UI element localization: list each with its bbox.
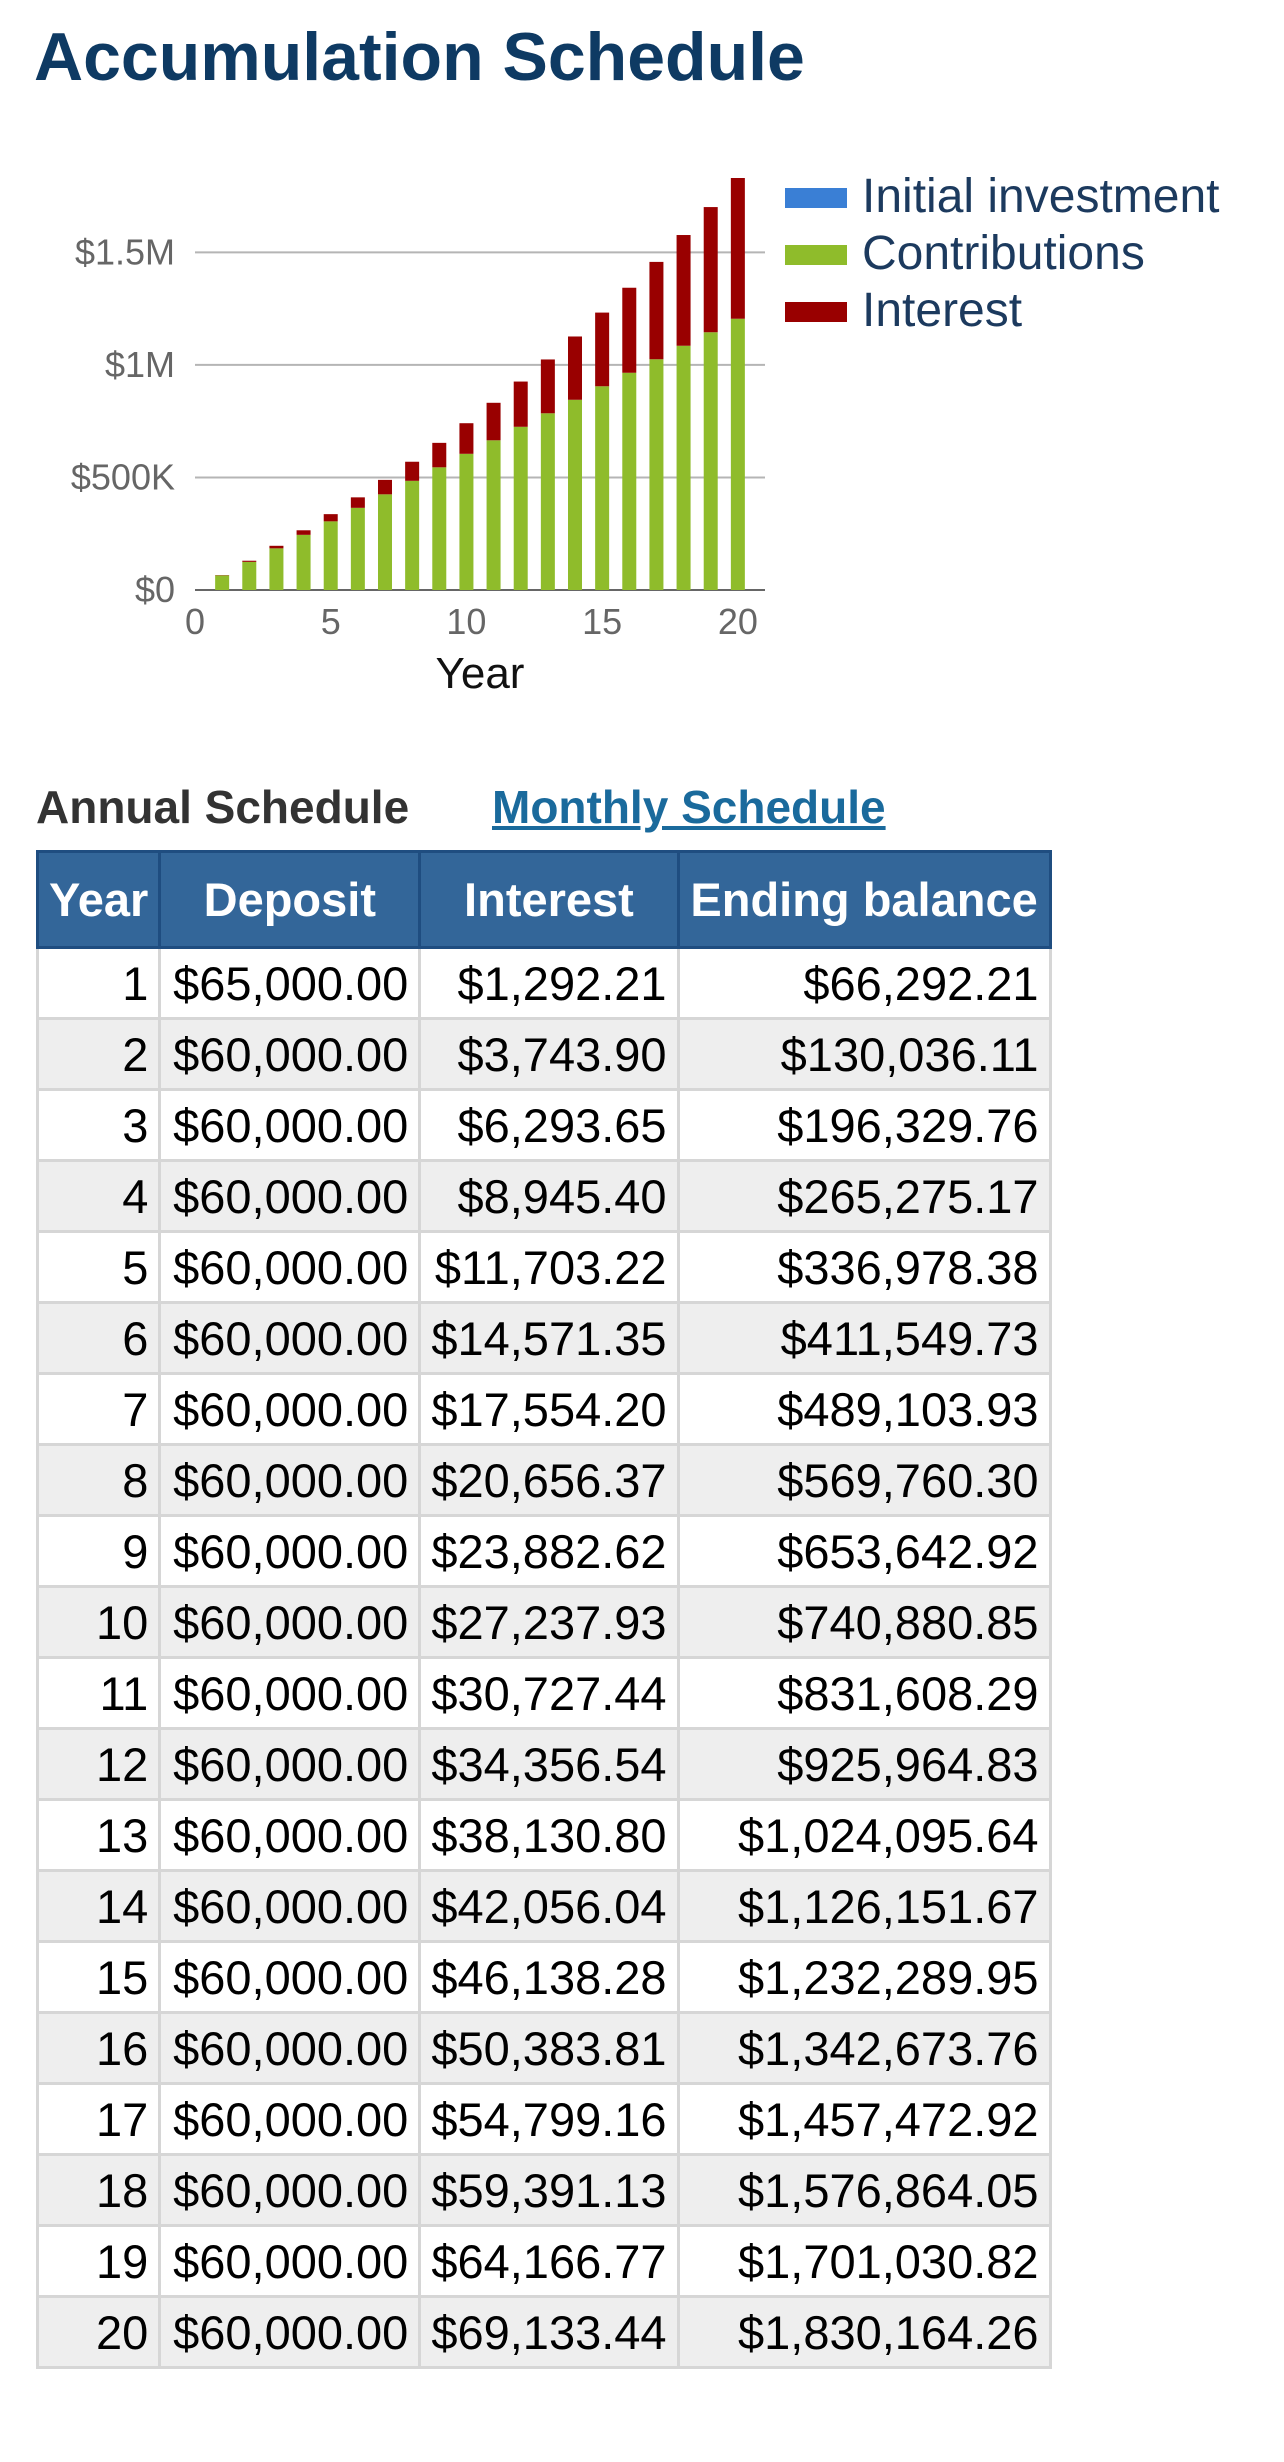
tab-monthly-schedule[interactable]: Monthly Schedule [492,781,886,833]
cell-deposit: $60,000.00 [160,1019,420,1090]
table-row [38,2155,1051,2226]
cell-year: 6 [38,1303,160,1374]
cell-deposit: $60,000.00 [160,1729,420,1800]
bar-contributions [351,508,365,590]
cell-year: 9 [38,1516,160,1587]
cell-deposit: $60,000.00 [160,2226,420,2297]
bar-interest [731,178,745,319]
cell-interest: $20,656.37 [420,1445,678,1516]
bar-contributions [568,400,582,590]
bar-contributions [731,319,745,590]
header-ending-balance: Ending balance [678,852,1050,948]
table-row [38,1516,1051,1587]
cell-ending-balance: $489,103.93 [678,1374,1050,1445]
legend-label: Initial investment [862,170,1220,223]
cell-year: 5 [38,1232,160,1303]
page-title: Accumulation Schedule [34,19,805,95]
cell-year: 4 [38,1161,160,1232]
bar-contributions [649,359,663,590]
cell-ending-balance: $1,701,030.82 [678,2226,1050,2297]
header-interest: Interest [420,852,678,948]
cell-ending-balance: $1,576,864.05 [678,2155,1050,2226]
cell-ending-balance: $196,329.76 [678,1090,1050,1161]
x-tick-label: 10 [446,601,487,642]
cell-deposit: $60,000.00 [160,1800,420,1871]
bar-interest [432,443,446,467]
table-header-row [38,852,1051,948]
y-tick-label: $500K [70,456,175,498]
bar-contributions [595,386,609,590]
cell-deposit: $60,000.00 [160,1161,420,1232]
cell-ending-balance: $653,642.92 [678,1516,1050,1587]
cell-interest: $54,799.16 [420,2084,678,2155]
bar-contributions [215,575,229,590]
bar-contributions [324,521,338,590]
cell-year: 10 [38,1587,160,1658]
cell-deposit: $60,000.00 [160,1587,420,1658]
bar-contributions [487,440,501,590]
bar-contributions [514,427,528,590]
cell-ending-balance: $569,760.30 [678,1445,1050,1516]
cell-interest: $30,727.44 [420,1658,678,1729]
cell-deposit: $60,000.00 [160,2084,420,2155]
table-row [38,1445,1051,1516]
cell-interest: $8,945.40 [420,1161,678,1232]
bar-interest [568,336,582,399]
cell-year: 8 [38,1445,160,1516]
bar-interest [459,423,473,454]
legend-label: Interest [862,284,1023,337]
bar-contributions [242,562,256,590]
legend-swatch [785,245,847,265]
cell-interest: $38,130.80 [420,1800,678,1871]
cell-ending-balance: $1,457,472.92 [678,2084,1050,2155]
x-tick-label: 15 [582,601,623,642]
bar-contributions [677,346,691,590]
cell-interest: $59,391.13 [420,2155,678,2226]
bar-interest [297,530,311,535]
table-row [38,1232,1051,1303]
cell-year: 14 [38,1871,160,1942]
schedule-table [36,850,1052,2369]
cell-interest: $34,356.54 [420,1729,678,1800]
bar-interest [405,462,419,481]
bar-contributions [405,481,419,590]
cell-interest: $14,571.35 [420,1303,678,1374]
bar-contributions [432,467,446,590]
bar-interest [351,497,365,507]
cell-year: 7 [38,1374,160,1445]
y-tick-label: $1.5M [74,231,175,273]
table-row [38,1090,1051,1161]
bar-interest [324,514,338,521]
cell-ending-balance: $336,978.38 [678,1232,1050,1303]
cell-interest: $1,292.21 [420,948,678,1019]
cell-year: 3 [38,1090,160,1161]
cell-year: 18 [38,2155,160,2226]
cell-deposit: $60,000.00 [160,2155,420,2226]
cell-interest: $11,703.22 [420,1232,678,1303]
cell-year: 16 [38,2013,160,2084]
cell-deposit: $60,000.00 [160,1445,420,1516]
bar-interest [378,480,392,494]
table-row [38,1374,1051,1445]
table-row [38,1871,1051,1942]
legend-swatch [785,302,847,322]
cell-ending-balance: $1,126,151.67 [678,1871,1050,1942]
bar-contributions [297,535,311,590]
bar-interest [622,288,636,373]
y-tick-label: $1M [104,343,175,385]
cell-interest: $17,554.20 [420,1374,678,1445]
cell-year: 15 [38,1942,160,2013]
table-row [38,2297,1051,2368]
table-row [38,1587,1051,1658]
cell-ending-balance: $130,036.11 [678,1019,1050,1090]
bar-interest [649,262,663,359]
cell-year: 11 [38,1658,160,1729]
x-tick-label: 5 [320,601,341,642]
bar-interest [514,382,528,427]
bar-contributions [459,454,473,590]
table-row [38,2226,1051,2297]
table-row [38,1303,1051,1374]
cell-interest: $23,882.62 [420,1516,678,1587]
x-tick-label: 20 [717,601,758,642]
cell-ending-balance: $66,292.21 [678,948,1050,1019]
cell-deposit: $60,000.00 [160,1303,420,1374]
cell-ending-balance: $411,549.73 [678,1303,1050,1374]
cell-interest: $69,133.44 [420,2297,678,2368]
cell-deposit: $60,000.00 [160,1658,420,1729]
bar-interest [677,235,691,346]
cell-ending-balance: $925,964.83 [678,1729,1050,1800]
cell-ending-balance: $740,880.85 [678,1587,1050,1658]
cell-deposit: $60,000.00 [160,1942,420,2013]
cell-interest: $6,293.65 [420,1090,678,1161]
cell-deposit: $60,000.00 [160,1374,420,1445]
bar-interest [487,403,501,441]
cell-interest: $64,166.77 [420,2226,678,2297]
y-tick-label: $0 [134,569,175,610]
table-row [38,1729,1051,1800]
table-row [38,948,1051,1019]
cell-year: 20 [38,2297,160,2368]
cell-ending-balance: $1,342,673.76 [678,2013,1050,2084]
cell-deposit: $60,000.00 [160,1516,420,1587]
cell-deposit: $60,000.00 [160,1232,420,1303]
table-row [38,1658,1051,1729]
cell-interest: $46,138.28 [420,1942,678,2013]
header-deposit: Deposit [160,852,420,948]
cell-year: 13 [38,1800,160,1871]
x-tick-label: 0 [184,601,206,642]
tab-annual-schedule[interactable]: Annual Schedule [36,781,410,833]
bar-contributions [541,413,555,590]
cell-deposit: $65,000.00 [160,948,420,1019]
cell-deposit: $60,000.00 [160,1090,420,1161]
bar-interest [704,207,718,332]
cell-deposit: $60,000.00 [160,2297,420,2368]
cell-deposit: $60,000.00 [160,2013,420,2084]
table-row [38,1161,1051,1232]
bar-contributions [269,548,283,590]
header-year: Year [38,852,160,948]
table-row [38,1800,1051,1871]
cell-year: 17 [38,2084,160,2155]
cell-ending-balance: $1,830,164.26 [678,2297,1050,2368]
bar-interest [242,561,256,562]
legend-label: Contributions [862,227,1145,280]
bar-interest [595,313,609,387]
legend-swatch [785,188,847,208]
cell-interest: $50,383.81 [420,2013,678,2084]
cell-ending-balance: $831,608.29 [678,1658,1050,1729]
table-row [38,2013,1051,2084]
table-row [38,1942,1051,2013]
table-row [38,1019,1051,1090]
cell-ending-balance: $265,275.17 [678,1161,1050,1232]
cell-year: 2 [38,1019,160,1090]
bar-contributions [622,373,636,590]
x-axis-label: Year [435,649,525,698]
cell-interest: $27,237.93 [420,1587,678,1658]
cell-ending-balance: $1,232,289.95 [678,1942,1050,2013]
accumulation-chart [0,150,1284,710]
table-row [38,2084,1051,2155]
bar-interest [269,546,283,549]
cell-year: 19 [38,2226,160,2297]
bar-contributions [704,332,718,590]
cell-deposit: $60,000.00 [160,1871,420,1942]
cell-interest: $3,743.90 [420,1019,678,1090]
bar-interest [541,359,555,413]
cell-year: 1 [38,948,160,1019]
cell-ending-balance: $1,024,095.64 [678,1800,1050,1871]
cell-interest: $42,056.04 [420,1871,678,1942]
cell-year: 12 [38,1729,160,1800]
bar-contributions [378,494,392,590]
